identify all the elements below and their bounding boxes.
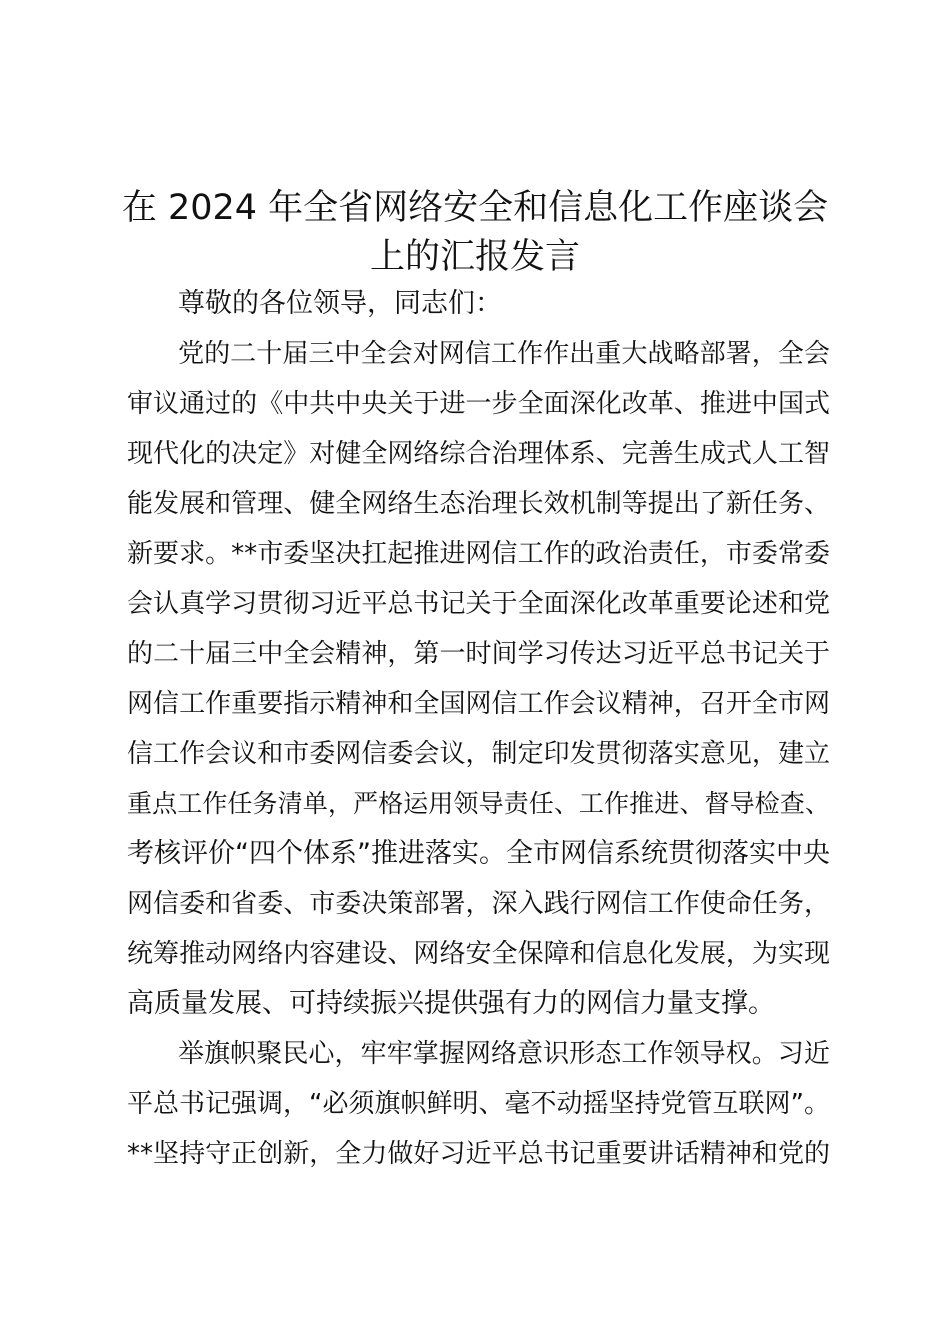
document-title-line-1: 在 2024 年全省网络安全和信息化工作座谈会	[121, 188, 829, 228]
paragraph-1-line: 审议通过的《中共中央关于进一步全面深化改革、推进中国式	[127, 389, 830, 419]
paragraph-2-line: **坚持守正创新，全力做好习近平总书记重要讲话精神和党的	[127, 1139, 830, 1169]
document-title-line-2: 上的汇报发言	[369, 237, 580, 277]
paragraph-1-line: 信工作会议和市委网信委会议，制定印发贯彻落实意见，建立	[127, 739, 830, 769]
salutation: 尊敬的各位领导，同志们：	[178, 288, 502, 319]
paragraph-1-line: 网信工作重要指示精神和全国网信工作会议精神，召开全市网	[127, 689, 830, 719]
paragraph-1-line: 新要求。**市委坚决扛起推进网信工作的政治责任，市委常委	[127, 539, 830, 569]
paragraph-1-line: 高质量发展、可持续振兴提供强有力的网信力量支撑。	[127, 988, 775, 1019]
paragraph-1-line: 重点工作任务清单，严格运用领导责任、工作推进、督导检查、	[127, 789, 830, 818]
paragraph-2-line: 举旗帜聚民心，牢牢掌握网络意识形态工作领导权。习近	[178, 1039, 830, 1069]
paragraph-1-line: 统筹推动网络内容建设、网络安全保障和信息化发展，为实现	[127, 939, 830, 969]
paragraph-1-line: 会认真学习贯彻习近平总书记关于全面深化改革重要论述和党	[127, 589, 830, 619]
paragraph-1-line: 网信委和省委、市委决策部署，深入践行网信工作使命任务，	[127, 889, 830, 919]
paragraph-1-line: 党的二十届三中全会对网信工作作出重大战略部署，全会	[178, 339, 830, 369]
paragraph-1-line: 能发展和管理、健全网络生态治理长效机制等提出了新任务、	[127, 489, 830, 519]
paragraph-1-line: 现代化的决定》对健全网络综合治理体系、完善生成式人工智	[127, 439, 830, 469]
paragraph-1-line: 考核评价“四个体系”推进落实。全市网信系统贯彻落实中央	[127, 838, 830, 869]
paragraph-1-line: 的二十届三中全会精神，第一时间学习传达习近平总书记关于	[127, 639, 830, 669]
paragraph-2-line: 平总书记强调，“必须旗帜鲜明、毫不动摇坚持党管互联网”。	[127, 1089, 830, 1119]
